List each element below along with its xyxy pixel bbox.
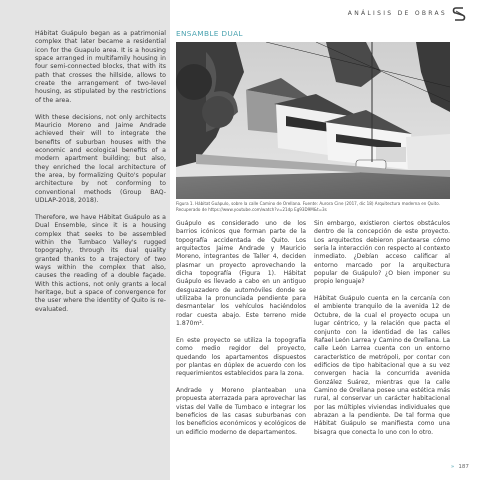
page-footer — [451, 464, 469, 470]
col2-paragraph-1: Guápulo es considerado uno de los barrios icónicos que forman parte de la topografía accidentada de Quito. Los arquitectos Jaime Andrade y Mauricio Moreno, integrantes de Taller 4, deciden plasmar un proyecto aprovechando la dicha topografía (Figura 1). Hábitat Guápulo es llevado a cabo en un antiguo desguazadero de automóviles donde se utilizaba la pronunciada pendiente para desmantelar los vehículos haciéndolos rodar cuesta abajo. Este terreno mide 1.870m². — [176, 220, 306, 328]
sidebar-paragraph-3: Therefore, we have Hábitat Guápulo as a Dual Ensemble, since it is a housing complex that seeks to be assembled within the Tumbaco Valley's rugged topography, through its dual quality granted thanks to a trajectory of two ways within the complex that also, causes the reading of a double façade. With this actions, not only grants a local heritage, but a space of convergence for the user where the identity of Quito is re-evaluated. — [35, 213, 166, 313]
col3-paragraph-1: Sin embargo, existieron ciertos obstáculos dentro de la concepción de este proyecto. Los arquitectos debieron plantearse cómo sería la interacción con respecto al contexto inmediato. ¿Debían acceso calificar al entorno marcado por la arquitectura popular de Guápulo? ¿O bien imponer su propio lenguaje? — [314, 220, 450, 286]
sidebar-paragraph-1: Hábitat Guápulo began as a patrimonial complex that later became a residential icon for the Guapulo area. It is a housing space arranged in multifamily housing in four semi-connected blocks, that with its path that crosses the hillside, allows to create the arrangement of two-level housing, as stipulated by the restrictions of the area. — [35, 30, 166, 104]
col3-paragraph-2: Hábitat Guápulo cuenta en la cercanía con el ambiente tranquilo de la avenida 12 de Octubre, de la cual el proyecto ocupa un lugar céntrico, y la relación que pacta el conjunto con la identidad de las calles Rafael León Larrea y Camino de Orellana. La calle León Larrea cuenta con un entorno característico de metrópoli, por contar con edificios de tipo habitacional que a su vez convergen hacia la concurrida avenida González Suárez, mientras que la calle Camino de Orellana posee una estética más rural, al conservar un carácter habitacional por las múltiples viviendas individuales que abrazan a la pendiente. De tal forma que Hábitat Guápulo se manifiesta como una bisagra que conecta lo uno con lo otro. — [314, 295, 450, 436]
building-photo — [176, 42, 450, 199]
figure-caption: Figura 1. Hábitat Guápulo, sobre la calle Camino de Orellana. Fuente: Aurora Cine (2017, dic 18) Arquitectura moderna en Quito. Recuperado de https://www.youtube.com/watch?v=21dp Eg93D9M&t=3s — [176, 201, 440, 212]
footer-separator: » — [450, 464, 455, 470]
sidebar-text — [35, 30, 166, 323]
col2-paragraph-2: En este proyecto se utiliza la topografía como medio regidor del proyecto, quedando los apartamentos dispuestos por plantas en dúplex de acuerdo con los requerimientos establecidos para la zona. — [176, 336, 306, 378]
building-photo-drawing — [176, 42, 450, 199]
header-title: ANÁLISIS DE OBRAS — [347, 10, 447, 17]
sidebar-english-column — [0, 0, 170, 480]
spanish-column-right — [314, 220, 450, 445]
spanish-column-left — [176, 220, 306, 445]
sidebar-paragraph-2: With these decisions, not only architects Mauricio Moreno and Jaime Andrade achieved their will to integrate the benefits of suburban houses with the economic and ecological benefits of a modern apartment building; but also, they enriched the local architecture of the area, by formalizing Quito's popular architecture by not conforming to conventional methods (Group BAQ-UDLAP-2018, 2018). — [35, 113, 166, 205]
stylized-s-logo-icon — [452, 6, 466, 22]
col2-paragraph-3: Andrade y Moreno planteaban una propuesta aterrazada para aprovechar las vistas del Valle de Tumbaco e integrar los beneficios de las casas suburbanas con los beneficios económicos y ecológicos de un edificio moderno de departamentos. — [176, 386, 306, 436]
section-title: ENSAMBLE DUAL — [176, 29, 243, 38]
page-number: 187 — [458, 464, 469, 470]
